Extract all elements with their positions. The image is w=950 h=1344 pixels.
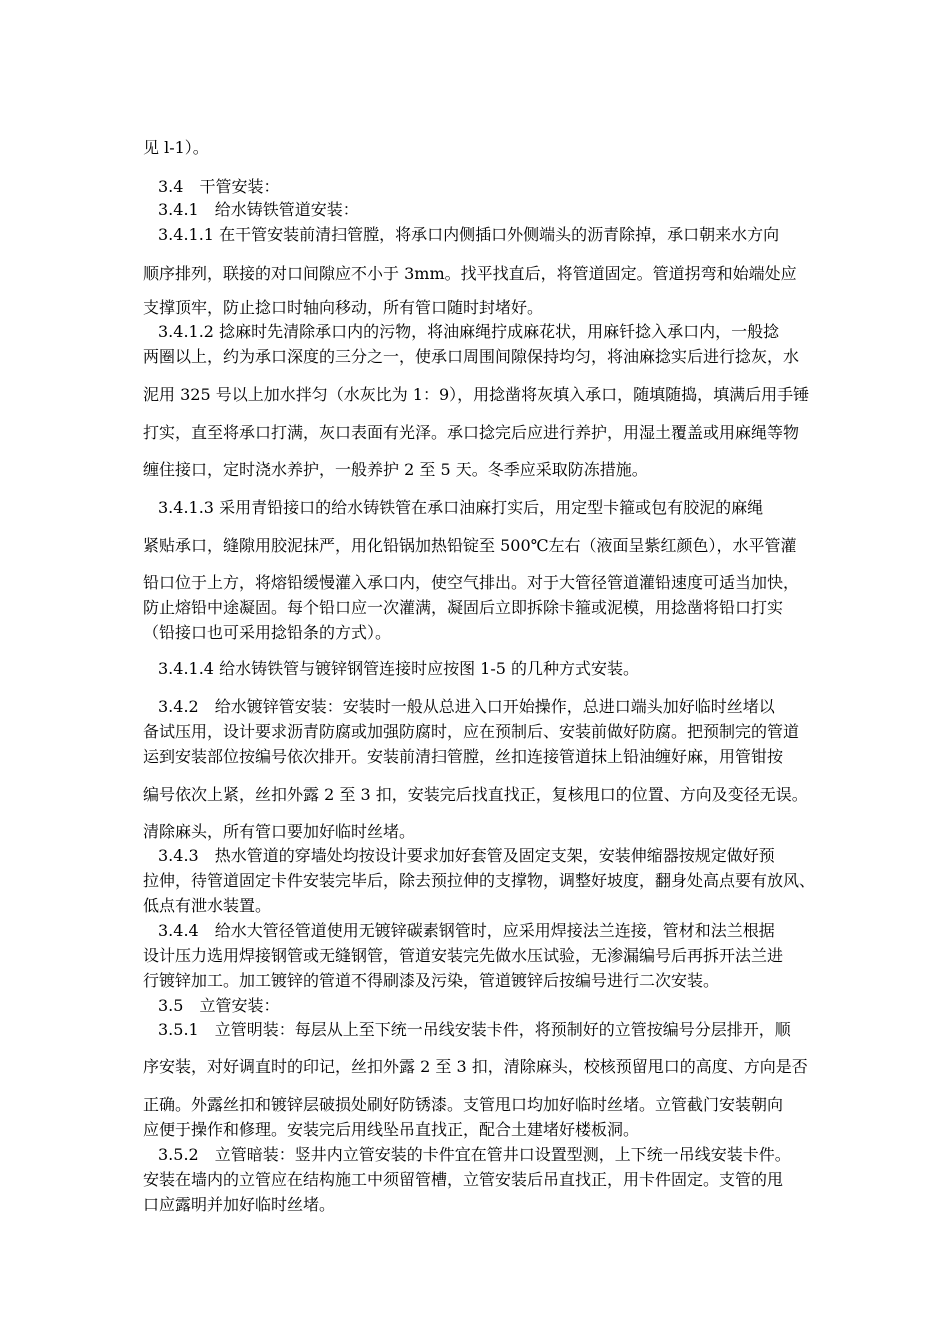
text-line: 泥用 325 号以上加水拌匀（水灰比为 1：9），用捻凿将灰填入承口，随填随捣，填满后用手锤 xyxy=(143,385,810,404)
text-line: 3.4.2 给水镀锌管安装：安装时一般从总进入口开始操作，总进口端头加好临时丝堵以 xyxy=(158,697,775,716)
text-line: 支撑顶牢，防止捻口时轴向移动，所有管口随时封堵好。 xyxy=(143,298,544,317)
text-line: 设计压力选用焊接钢管或无缝钢管，管道安装完先做水压试验，无渗漏编号后再拆开法兰进 xyxy=(143,946,784,965)
text-line: 防止熔铅中途凝固。每个铅口应一次灌满，凝固后立即拆除卡箍或泥模，用捻凿将铅口打实 xyxy=(143,598,784,617)
text-line: 两圈以上，约为承口深度的三分之一，使承口周围间隙保持均匀，将油麻捻实后进行捻灰，水 xyxy=(143,347,800,366)
text-line: 3.4.1.3 采用青铅接口的给水铸铁管在承口油麻打实后，用定型卡箍或包有胶泥的麻绳 xyxy=(158,498,764,517)
text-line: 序安装，对好调直时的印记，丝扣外露 2 至 3 扣，清除麻头，校核预留甩口的高度、方向是否 xyxy=(143,1057,808,1076)
text-line: 运到安装部位按编号依次排开。安装前清扫管膛，丝扣连接管道抹上铅油缠好麻，用管钳按 xyxy=(143,747,784,766)
text-line: 口应露明并加好临时丝堵。 xyxy=(143,1195,336,1214)
text-line: 3.4.1.1 在干管安装前清扫管膛，将承口内侧插口外侧端头的沥青除掉，承口朝来水方向 xyxy=(158,225,780,244)
text-line: 行镀锌加工。加工镀锌的管道不得刷漆及污染，管道镀锌后按编号进行二次安装。 xyxy=(143,971,720,990)
section-heading: 3.5 立管安装： xyxy=(158,996,280,1015)
text-line: 清除麻头，所有管口要加好临时丝堵。 xyxy=(143,822,416,841)
text-line: 3.5.1 立管明装：每层从上至下统一吊线安装卡件，将预制好的立管按编号分层排开，顺 xyxy=(158,1020,791,1039)
text-line: 打实，直至将承口打满，灰口表面有光泽。承口捻完后应进行养护，用湿土覆盖或用麻绳等物 xyxy=(143,423,800,442)
subsection-heading: 3.4.1 给水铸铁管道安装： xyxy=(158,200,359,219)
text-line: 3.5.2 立管暗装：竖井内立管安装的卡件宜在管井口设置型测，上下统一吊线安装卡件。 xyxy=(158,1145,791,1164)
text-line: 铅口位于上方，将熔铅缓慢灌入承口内，使空气排出。对于大管径管道灌铅速度可适当加快， xyxy=(143,573,800,592)
text-line: 备试压用，设计要求沥青防腐或加强防腐时，应在预制后、安装前做好防腐。把预制完的管道 xyxy=(143,722,800,741)
text-line: 低点有泄水装置。 xyxy=(143,896,272,915)
text-line: 3.4.1.4 给水铸铁管与镀锌钢管连接时应按图 1-5 的几种方式安装。 xyxy=(158,659,640,678)
text-line: 拉伸，待管道固定卡件安装完毕后，除去预拉伸的支撑物，调整好坡度，翻身处高点要有放风、 xyxy=(143,871,816,890)
text-line: 3.4.1.2 捻麻时先清除承口内的污物，将油麻绳拧成麻花状，用麻钎捻入承口内，一般捻 xyxy=(158,322,780,341)
text-line: 顺序排列，联接的对口间隙应不小于 3mm。找平找直后，将管道固定。管道拐弯和始端处应 xyxy=(143,264,797,283)
text-line: （铅接口也可采用捻铅条的方式）。 xyxy=(143,623,392,642)
section-heading: 3.4 干管安装： xyxy=(158,177,280,196)
text-line: 正确。外露丝扣和镀锌层破损处刷好防锈漆。支管甩口均加好临时丝堵。立管截门安装朝向 xyxy=(143,1095,784,1114)
text-line: 紧贴承口，缝隙用胶泥抹严，用化铅锅加热铅锭至 500℃左右（液面呈紫红颜色），水平管灌 xyxy=(143,536,797,555)
text-line: 编号依次上紧，丝扣外露 2 至 3 扣，安装完后找直找正，复核甩口的位置、方向及变径无误。 xyxy=(143,785,808,804)
text-line: 应便于操作和修理。安装完后用线坠吊直找正，配合土建堵好楼板洞。 xyxy=(143,1120,640,1139)
text-line: 3.4.3 热水管道的穿墙处均按设计要求加好套管及固定支架，安装伸缩器按规定做好预 xyxy=(158,846,775,865)
text-line: 见 l-1）。 xyxy=(143,138,209,157)
text-line: 缠住接口，定时浇水养护，一般养护 2 至 5 天。冬季应采取防冻措施。 xyxy=(143,460,648,479)
text-line: 3.4.4 给水大管径管道使用无镀锌碳素钢管时，应采用焊接法兰连接，管材和法兰根据 xyxy=(158,921,775,940)
text-line: 安装在墙内的立管应在结构施工中须留管槽，立管安装后吊直找正，用卡件固定。支管的甩 xyxy=(143,1170,784,1189)
